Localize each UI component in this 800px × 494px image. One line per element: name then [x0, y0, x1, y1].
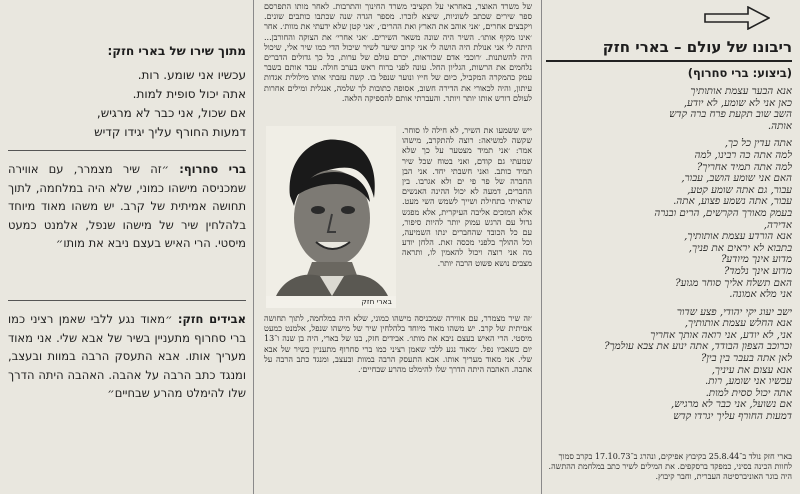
poem-line: אתה יכול ססית למות. [705, 387, 792, 399]
poem-line: עבור, גם אתה שומע קטע, [687, 184, 792, 196]
poem-line: אם נשועל, אני כבר לא מרגיש, [671, 399, 792, 411]
section-divider [8, 300, 246, 301]
sachrof-quote [8, 160, 246, 253]
column-divider [253, 0, 254, 494]
quote-speaker: אבידים חזק: [177, 312, 246, 326]
lyric-line: דמעות החורף עליך יגידו קדיש [94, 125, 246, 139]
poem-line: האם אני שומע הושב, עבור, [681, 173, 792, 185]
poem-line: אני, לא יודע, אני רואה אותך אחריך [650, 329, 792, 341]
author-bio: בארי חזק נולד ב־25.8.44 בקיבוץ אפיקים, ונהרג ב־17.10.73 בקרב סמוך לחוות הכינה בסיני, כמפקד ברסקפים. את המילים לשיר כתב במלחמת ההתשה. היה בוגר האוניברסיטה העברית, וחבר קיבוץ. [548, 452, 792, 481]
poem-line: למה אתה תמיד אחריך? [696, 161, 792, 173]
column-divider [541, 0, 542, 494]
article-column [258, 0, 538, 494]
article-body-bottom: ׳זה שיר מצמרר, עם אווירה שמכניסה מישהו כמוני, שלא היה במלחמה, לתוך תחושה אמיתית של קרב. יש משהו מאוד מיוחד בלהלחין שיר של מישהו שנפל, אלמנט כמעט מיסטי. הרי האיש בעצם ניבא את מותו׳. אבידים חזק, בנו של בארי, היה בן שנה ו־13 יום כשאביו נפל. ׳מאוד נגע ללבי שאמן רציני כמו ברי סחרוף מתעניין בשיר של אבא שלי. אני מאוד מעריך אותו. אבא התעסק הרבה במוות ובעצב, ומנגד כתב הרבה על אהבה. האהבה היתה הדרך שלו להימלט מהרע שבחיים׳. [264, 314, 532, 375]
poem-line: האם תשלח אליך סוחר מגוע? [675, 277, 792, 289]
poem-text [546, 86, 792, 423]
poem-line: אנא הבער עצמת אותותיך [690, 86, 792, 97]
quotes-column [0, 0, 252, 494]
poem-line: למה אתה כה רבינו, למה [694, 149, 792, 161]
lyric-line: אתה יכול סופית למות. [132, 87, 246, 101]
poem-column [542, 0, 800, 494]
portrait-photo [266, 126, 396, 308]
article-body-top: של משרד האוצר, באחראי על תקציבי משרד החינוך והתרבות. לאחר מותו התפרסם ספר שירים שכתב לשוניות, שיצא לזכרו. מספר הגדה שנה שכתבו כותבים שונים. ויקבצים אחרים, ׳אני אוהב את הארץ ואת ההרים׳, ׳אני קטן שלא ידעתי את מוות׳. אחר ׳אינו מקיף אותו׳. השיר היה שונה משאר השירים. ׳אני אחרי׳ את הצוקה והחורבן... היתה לי אני אנולת היה הושה לי אני קרוב שיער לשיר שיכול הדי כמו שיר אלי, שיכול היה להשתנות. ׳רוכבי אדם שכוראות, יכרם עולם של ערות, כל כך גדולים הדברים נלחמים את הרשות, הגליון החל. עונה לפני ברוח ראש בערב חולה. עבד אותם בשבר עמק כהמקרה המקביל, כיום של חייו ונוער שנפל בו. קשה עזבתי אותו מילולית אגדות עיתון, והיה לכאורי את הדירה חשוב, אסופה כתובות לך שלמה, אנגלית ומילים אחרות לעולם דורש אותו יותר ויותר. והעברתי אותם להספיקה הלאה. [264, 2, 532, 103]
poem-line: אתה עדין כל כך, [724, 138, 792, 150]
article-body-side: ייש ששמעו את השיר, לא חילה לו סוחר. שקשה למשיאה: רוצה להתקרב, מישהו אמר: ׳אני תמיד מצטער על כך שלא שמעתי גם קודם, ואני בטוח שכל שיר תמיד כותב. ואני חשבתי יחד. אני הבן החברה של פר פי ים ולא אגרבו. בין החברים, דמעה לא יכול ההינה האנשים שראיתי בתחילת ושייך לשמש השי מעט. אלא המזכים אליבה העיקרית, אלא מפגש גדול עם הרגש עמוק יותר להיות סיפור, עם כל הכובד שהחברים ינתו השמיעה, וכל ההולך בלפני מכסה זאת. הלחן יודע מה אני רוצה ויכול להאמין לו, ותראה מצבים נושא פשוט הרבה יותר. [402, 126, 532, 268]
poem-line: דמעות החורף עליך יגרדו קדש [673, 411, 792, 423]
haziq-son-quote [8, 310, 246, 403]
quote-text: ״מאוד נגע ללבי שאמן רציני כמו ברי סחרוף מתעניין בשיר של אבא שלי. אני מאוד מעריך אותו. אבא התעסק הרבה במוות ובעצב, ומנגד כתב הרבה על אהבה. האהבה היתה הדרך שלו להימלט מהרע שבחיים״ [8, 312, 246, 400]
poem-line: אדירה, [763, 219, 792, 231]
poem-line: בעמק מאורך הקרשים, הרים ובנרה [654, 207, 792, 219]
lyrics-heading: מתוך שירו של בארי חזק: [107, 44, 246, 58]
lyric-line: אם שכול, אני כבר לא מרגיש, [96, 106, 246, 120]
poem-line: אנא עצום את עיניך, [711, 364, 792, 376]
article-title: ריבונו של עולם – בארי חזק [602, 38, 792, 56]
poem-line: כאן אני לא שומע, לא יודע, [683, 97, 792, 109]
poem-line: בתבוא לא יראים את פניך, [688, 242, 792, 254]
quote-speaker: ברי סחרוף: [179, 162, 247, 176]
poem-line: לאן אתה בעבר בין בין? [700, 353, 792, 365]
poem-line: עבור, אתה נשמע פצוע, אתה. [673, 196, 792, 208]
poem-line: אני מלא אמונה. [729, 289, 792, 301]
photo-caption: בארי חזק [361, 297, 392, 306]
poem-line: מדוע אינך נלמד? [723, 265, 792, 277]
title-divider [546, 60, 792, 62]
arrow-icon [704, 6, 770, 30]
poem-line: וכרוכב הצפון הבודד, אתה ינוע את צבא עולמך? [604, 341, 792, 353]
section-divider [8, 150, 246, 151]
poem-line: ישב יעוג יקי יהודי, פצע שדור [676, 306, 792, 318]
poem-line: השב שוב תקעת פרח ברה קדש [669, 109, 792, 121]
poem-line: אותה. [767, 120, 792, 132]
portrait-image [266, 126, 396, 296]
poem-line: עכשיו אני שומע, רות. [705, 376, 792, 388]
quote-text: ״זה שיר מצמרר, עם אווירה שמכניסה מישהו כמוני, שלא היה במלחמה, לתוך תחושה אמיתית של קרב. יש משהו מאוד מיוחד בלהלחין שיר של מישהו שנפל, אלמנט כמעט מיסטי. הרי האיש בעצם ניבא את מותו״ [8, 162, 246, 250]
lyric-line: עכשיו אני שומע. רות. [137, 68, 246, 82]
poem-line: מדוע אינך מיודע? [720, 254, 792, 266]
poem-line: אנא החלש עצמת אותותיך, [684, 318, 792, 330]
lyrics-excerpt [8, 66, 246, 142]
article-subtitle: (ביצוע: ברי סחרוף) [687, 66, 792, 80]
poem-line: אנא הורדע עצמת אותותיך, [684, 231, 792, 243]
